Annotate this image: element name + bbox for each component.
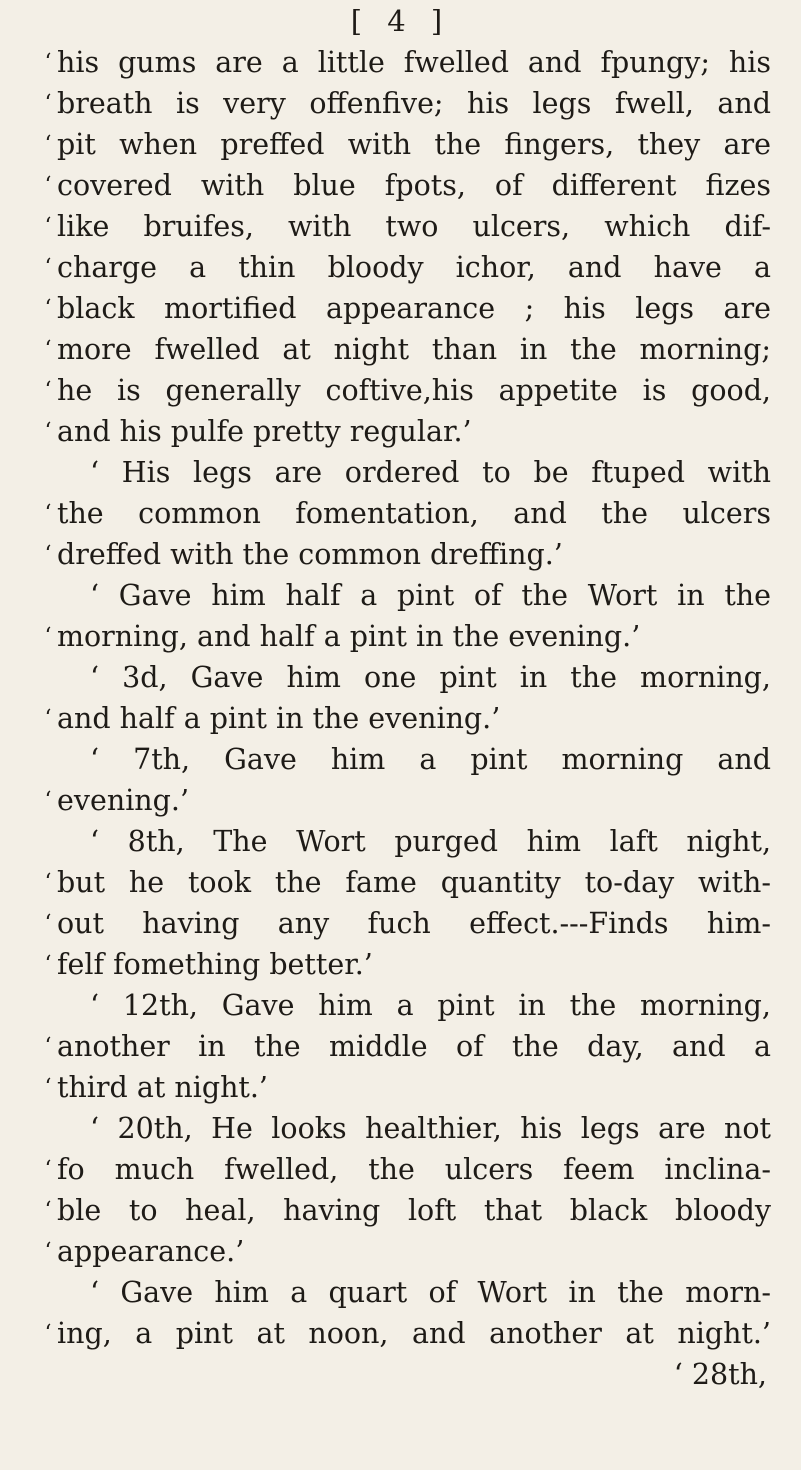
line-text: ‘ His legs are ordered to be ftuped with	[90, 456, 771, 489]
catchword: ‘ 28th,	[673, 1358, 767, 1391]
quote-mark: ‘	[44, 173, 52, 198]
page-number: [ 4 ]	[350, 4, 451, 38]
line-text: the common fomentation, and the ulcers	[57, 497, 771, 530]
line-text: and half a pint in the evening.’	[57, 702, 501, 735]
line-text: ‘ Gave him half a pint of the Wort in the	[90, 579, 771, 612]
quote-mark: ‘	[44, 501, 52, 526]
quote-mark: ‘	[44, 132, 52, 157]
line-text: charge a thin bloody ichor, and have a	[57, 251, 771, 284]
line-text: ‘ 12th, Gave him a pint in the morning,	[90, 989, 771, 1022]
quote-mark: ‘	[44, 788, 52, 813]
line-text: dreffed with the common dreffing.’	[57, 538, 563, 571]
quote-mark: ‘	[44, 419, 52, 444]
line-text: appearance.’	[57, 1235, 245, 1268]
quote-mark: ‘	[44, 624, 52, 649]
line-text: third at night.’	[57, 1071, 268, 1104]
quote-mark: ‘	[44, 1198, 52, 1223]
quote-mark: ‘	[44, 1239, 52, 1264]
line-text: ble to heal, having loft that black bloody	[57, 1194, 771, 1227]
quote-mark: ‘	[44, 91, 52, 116]
line-text: ‘ 3d, Gave him one pint in the morning,	[90, 661, 771, 694]
quote-mark: ‘	[44, 1157, 52, 1182]
quote-mark: ‘	[44, 911, 52, 936]
line-text: black mortified appearance ; his legs are	[57, 292, 771, 325]
line-text: pit when preffed with the fingers, they are	[57, 128, 771, 161]
line-text: his gums are a little fwelled and fpungy; his	[57, 46, 771, 79]
quote-mark: ‘	[44, 214, 52, 239]
quote-mark: ‘	[44, 50, 52, 75]
line-text: felf fomething better.’	[57, 948, 373, 981]
quote-mark: ‘	[44, 1075, 52, 1100]
line-text: evening.’	[57, 784, 190, 817]
line-text: and his pulfe pretty regular.’	[57, 415, 472, 448]
line-text: ‘ 7th, Gave him a pint morning and	[90, 743, 771, 776]
quote-mark: ‘	[44, 296, 52, 321]
quote-mark: ‘	[44, 1321, 52, 1346]
line-text: he is generally coftive,his appetite is good,	[57, 374, 771, 407]
line-text: but he took the fame quantity to-day with-	[57, 866, 771, 899]
line-text: fo much fwelled, the ulcers feem inclina-	[57, 1153, 771, 1186]
quote-mark: ‘	[44, 378, 52, 403]
line-text: ing, a pint at noon, and another at night.’	[57, 1317, 771, 1350]
quote-mark: ‘	[44, 706, 52, 731]
quote-mark: ‘	[44, 870, 52, 895]
line-text: out having any fuch effect.---Finds him-	[57, 907, 771, 940]
line-text: covered with blue fpots, of different fizes	[57, 169, 771, 202]
quote-mark: ‘	[44, 952, 52, 977]
quote-mark: ‘	[44, 542, 52, 567]
line-text: breath is very offenfive; his legs fwell, and	[57, 87, 771, 120]
line-text: ‘ 20th, He looks healthier, his legs are not	[90, 1112, 771, 1145]
line-text: ‘ Gave him a quart of Wort in the morn-	[90, 1276, 771, 1309]
line-text: morning, and half a pint in the evening.’	[57, 620, 641, 653]
quote-mark: ‘	[44, 337, 52, 362]
quote-mark: ‘	[44, 255, 52, 280]
line-text: more fwelled at night than in the morning;	[57, 333, 771, 366]
line-text: ‘ 8th, The Wort purged him laft night,	[90, 825, 771, 858]
quote-mark: ‘	[44, 1034, 52, 1059]
line-text: like bruifes, with two ulcers, which dif-	[57, 210, 771, 243]
line-text: another in the middle of the day, and a	[57, 1030, 771, 1063]
